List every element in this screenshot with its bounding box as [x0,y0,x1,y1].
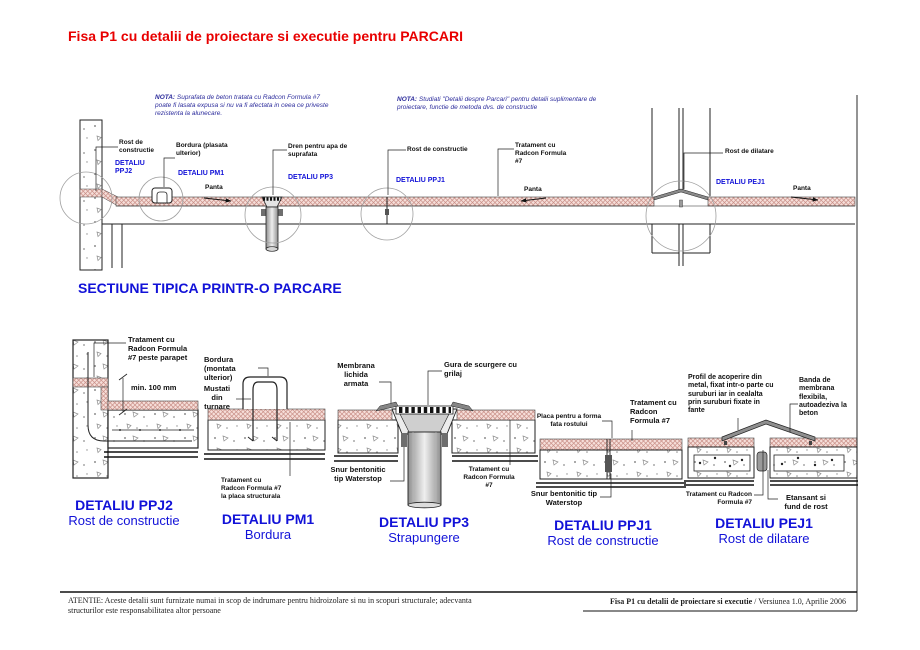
callout-detaliu-ppj2: DETALIU PPJ2 [115,160,145,176]
pp3-label-treatment: Tratament cu Radcon Formula #7 [463,466,515,489]
pej1-label-band: Banda de membrana flexibila, autoadeziva la beton [799,377,847,417]
pp3-label-waterstop: Snur bentonitic tip Waterstop [330,465,386,483]
pej1-label-profile: Profil de acoperire din metal, fixat intr-o parte cu suruburi iar in cealalta prin suruburi fixate in fante [688,374,774,414]
callout-rost-constructie-left: Rost de constructie [119,139,155,154]
detail-pej1-linework [684,404,858,499]
callout-detaliu-pm1: DETALIU PM1 [178,170,225,177]
pp3-subtitle: Strapungere [388,530,460,545]
callout-tratament: Tratament cu Radcon Formula #7 [515,142,567,165]
ppj1-subtitle: Rost de constructie [547,533,659,548]
callout-dren: Dren pentru apa de suprafata [288,143,348,158]
ppj1-label-treatment: Tratament cu Radcon Formula #7 [630,398,677,425]
pp3-label-membrane: Membrana lichida armata [337,361,375,388]
ppj1-label-waterstop: Snur bentonitic tip Waterstop [530,489,598,507]
ppj2-caption: DETALIU PPJ2 [75,497,173,513]
panta-label-3: Panta [793,185,811,192]
pp3-caption: DETALIU PP3 [379,514,469,530]
pej1-caption: DETALIU PEJ1 [715,515,813,531]
callout-detaliu-ppj1: DETALIU PPJ1 [396,177,445,184]
pm1-label-curb: Bordura (montata ulterior) [204,355,236,382]
nota-1-text: Suprafata de beton tratata cu Radcon Formula #7 poate fi lasata expusa si nu va fi afectata in ceea ce priveste rezistenta la alunecare. [155,94,329,118]
nota-1 [155,94,337,118]
pej1-subtitle: Rost de dilatare [718,531,810,546]
nota-2-text: Studiati "Detalii despre Parcari" pentru detalii suplimentare de proiectare, functie de metoda dvs. de constructie [397,96,597,112]
ppj2-label-dim: min. 100 mm [131,383,177,392]
nota-1-label: NOTA: [155,94,176,101]
pm1-label-treatment: Tratament cu Radcon Formula #7 la placa structurala [221,477,282,500]
ppj1-caption: DETALIU PPJ1 [554,517,652,533]
pm1-subtitle: Bordura [244,527,292,542]
panta-label-2: Panta [524,186,542,193]
ppj2-subtitle: Rost de constructie [68,513,180,528]
ppj1-label-plate: Placa pentru a forma fata rostului [536,413,602,428]
pej1-label-treatment: Tratament cu Radcon Formula #7 [685,491,752,506]
footer-version: / Versiunea 1.0, Aprilie 2006 [752,597,846,606]
callout-rost-constructie-mid: Rost de constructie [407,146,468,153]
pm1-label-whiskers: Mustati din turnare [203,384,231,411]
footer-attention: ATENTIE: Aceste detalii sunt furnizate numai in scop de indrumare pentru hidroizolare si nu in scopuri structurale; adecvanta structurilor este responsabilitatea altor persoane [68,596,472,616]
footer-docinfo [500,597,846,607]
panta-label-1: Panta [205,184,223,191]
callout-rost-dilatare: Rost de dilatare [725,148,774,155]
footer-doc-title: Fisa P1 cu detalii de proiectare si executie [610,597,753,606]
ppj2-label-treatment: Tratament cu Radcon Formula #7 peste parapet [128,335,188,362]
pm1-caption: DETALIU PM1 [221,511,315,527]
nota-2-label: NOTA: [397,96,418,103]
section-title: SECTIUNE TIPICA PRINTR-O PARCARE [78,280,342,296]
section-drawing-linework [60,108,855,270]
page-title: Fisa P1 cu detalii de proiectare si executie pentru PARCARI [68,28,463,44]
pp3-label-drain: Gura de scurgere cu grilaj [444,360,517,378]
callout-bordura: Bordura (plasata ulterior) [176,142,228,157]
callout-detaliu-pp3: DETALIU PP3 [288,174,333,181]
detail-ppj1-linework [536,421,686,497]
nota-2 [397,96,615,112]
pej1-label-sealant: Etansant si fund de rost [784,493,828,511]
callout-detaliu-pej1: DETALIU PEJ1 [716,179,765,186]
